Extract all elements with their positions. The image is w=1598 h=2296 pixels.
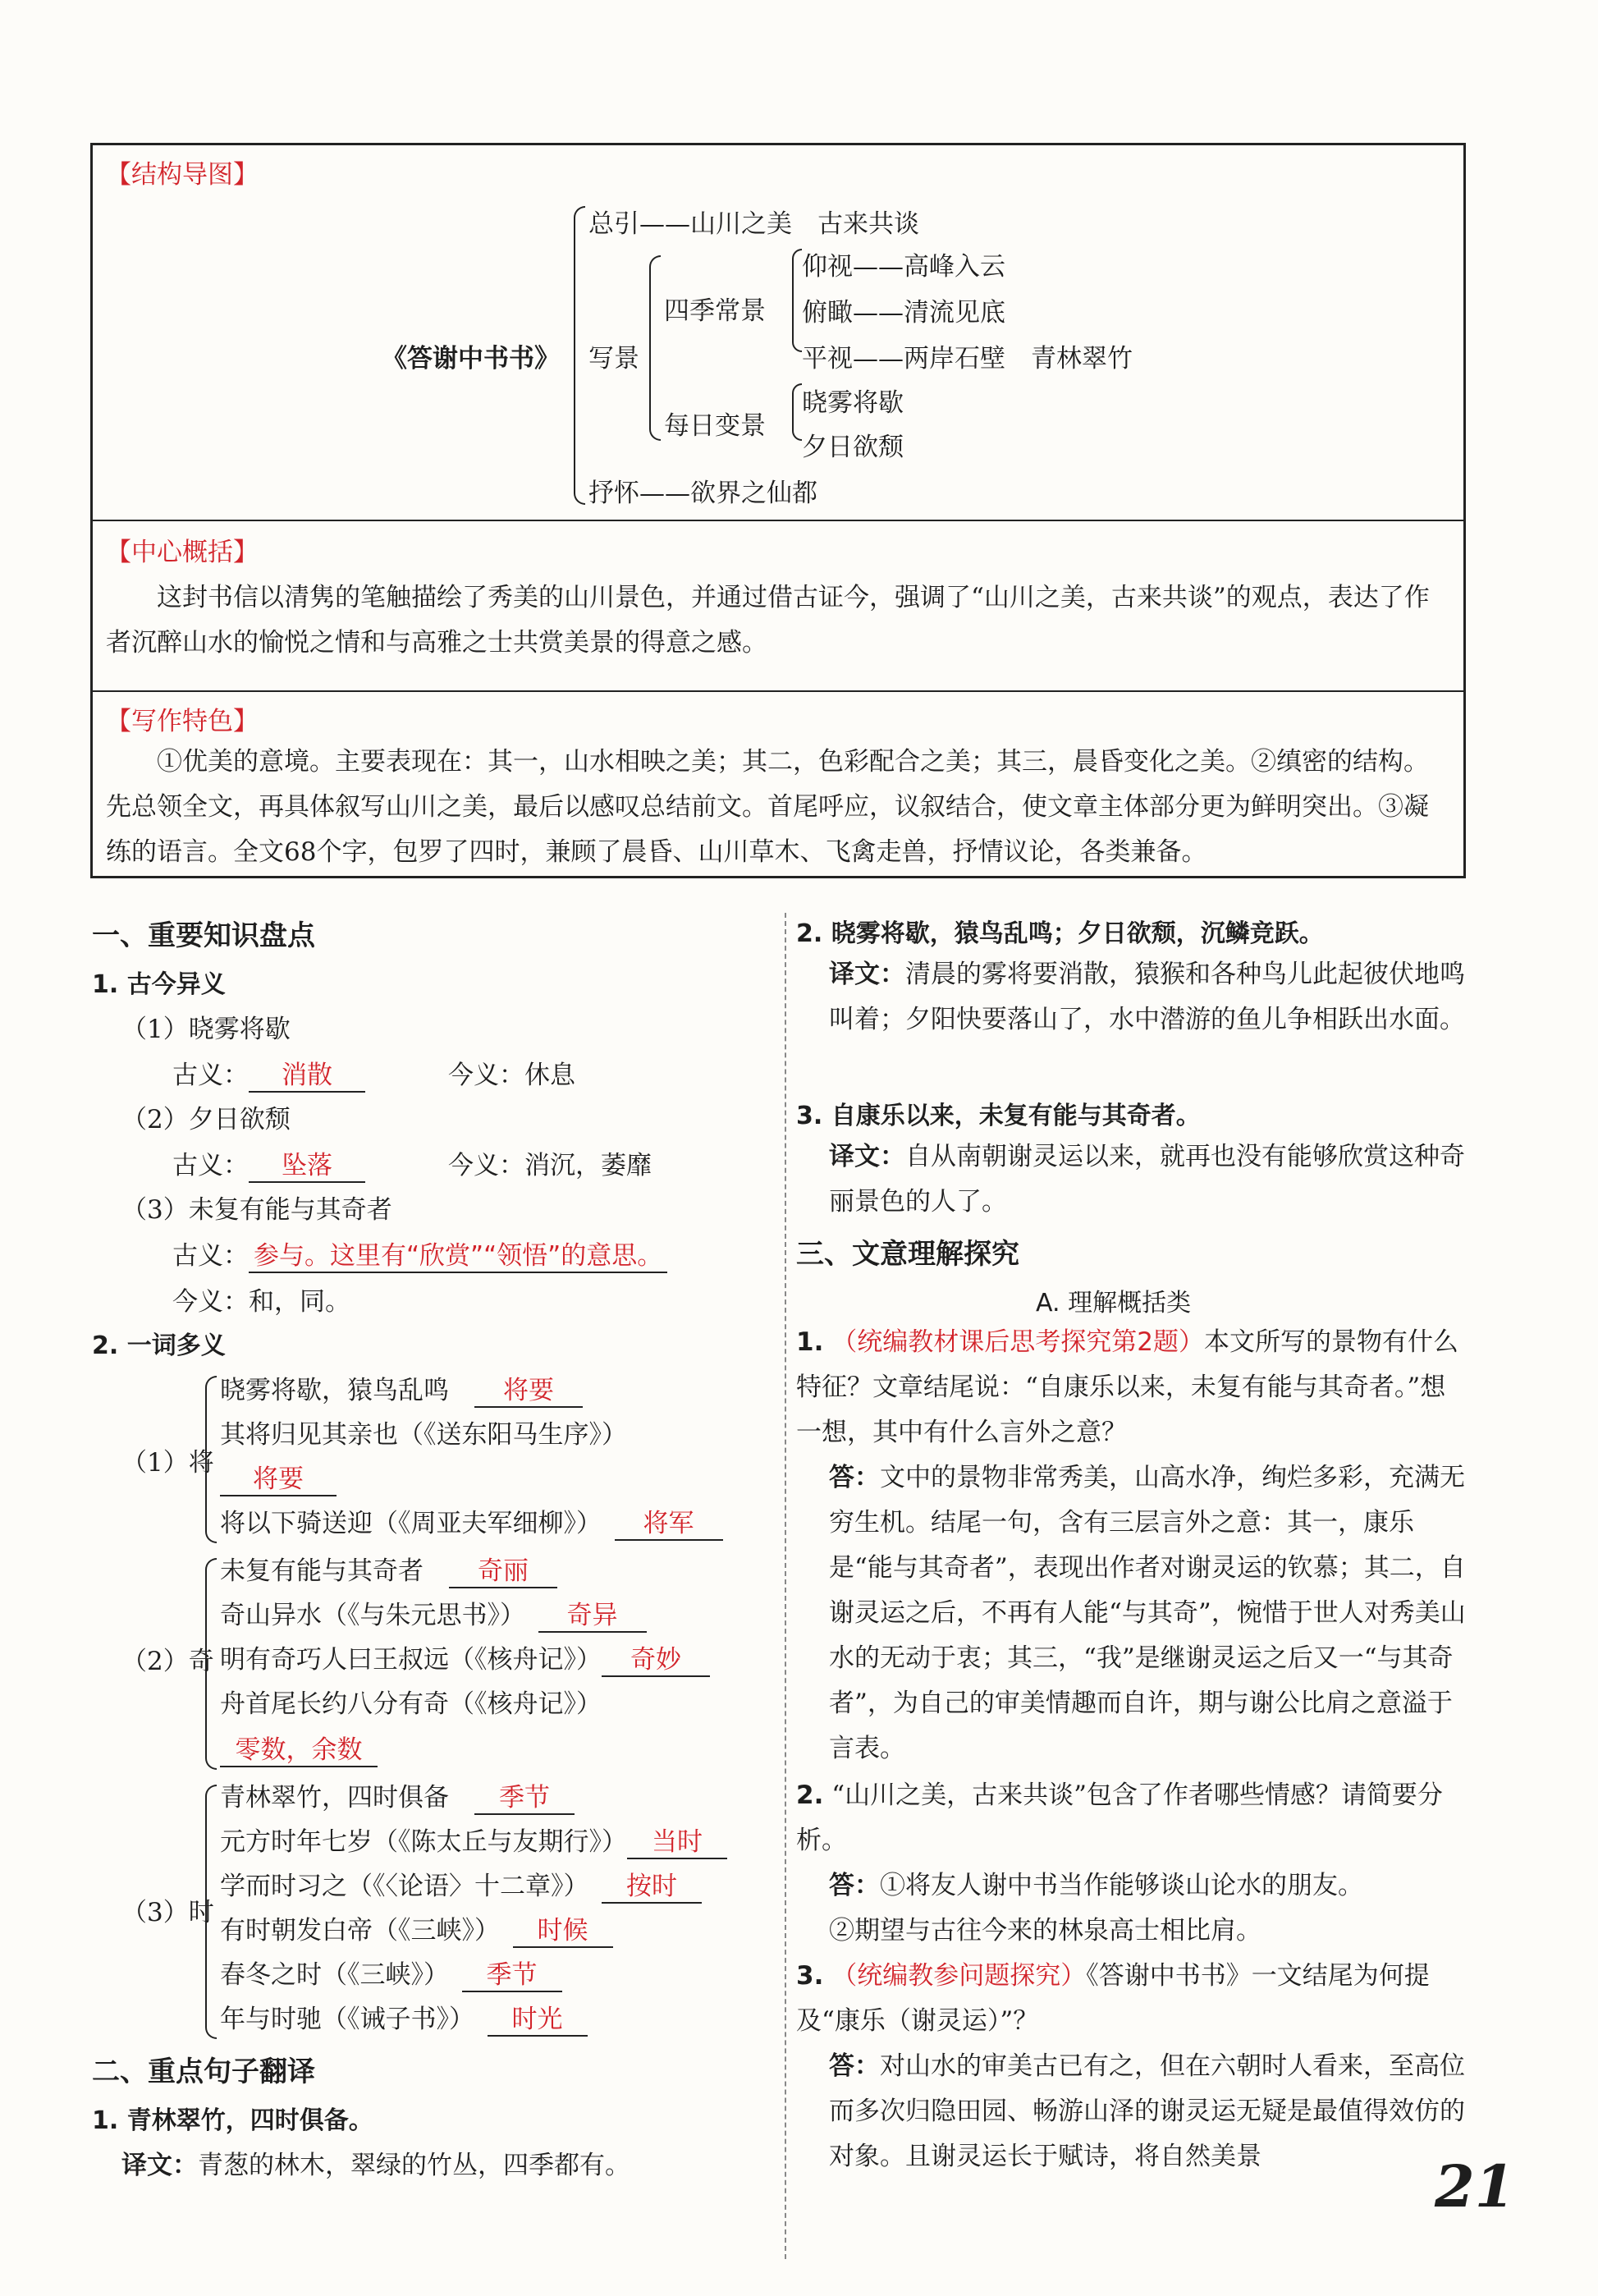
question-heading: 2. 一词多义: [92, 1331, 226, 1360]
column-divider: [785, 913, 786, 2259]
question-heading: 3. 自康乐以来，未复有能与其奇者。: [796, 1102, 1201, 1130]
brace-xiejing: [649, 255, 661, 441]
question-3: 3. （统编教参问题探究）《答谢中书书》一文结尾为何提及“康乐（谢灵运）”？: [796, 1961, 1430, 2036]
map-fukan: 俯瞰——清流见底: [802, 298, 1005, 328]
answer-3: 答：对山水的审美古已有之，但在六朝时人看来，至高位而多次归隐田园、畅游山泽的谢灵运无疑是最值得效仿的对象。且谢灵运长于赋诗，将自然美景: [829, 2051, 1465, 2171]
item-text: 明有奇巧人曰王叔远（《核舟记》） 奇妙: [220, 1638, 710, 1677]
divider-line: [93, 690, 1463, 692]
subsection-heading: A. 理解概括类: [1036, 1289, 1192, 1318]
item-text: （3）未复有能与其奇者: [121, 1195, 392, 1225]
map-xiaowu: 晓雾将歇: [802, 388, 904, 418]
word-label: （1）将: [121, 1448, 214, 1478]
item-text: 有时朝发白帝（《三峡》） 时候: [220, 1909, 613, 1948]
section-heading: 二、重点句子翻译: [92, 2055, 315, 2088]
map-pingshi: 平视——两岸石壁 青林翠竹: [802, 344, 1133, 374]
item-text: 古义： 参与。这里有“欣赏”“领悟”的意思。: [172, 1235, 667, 1273]
map-siji: 四季常景: [664, 296, 766, 326]
item-text: 今义：和，同。: [172, 1287, 350, 1317]
item-text: 今义：消沉，萎靡: [448, 1151, 652, 1180]
summary-box: [90, 143, 1466, 878]
item-text: 今义：休息: [448, 1061, 575, 1090]
item-text: 古义： 坠落: [172, 1144, 365, 1183]
question-2: 2. “山川之美，古来共谈”包含了作者哪些情感？请简要分析。: [796, 1780, 1443, 1855]
question-heading: 1. 古今异义: [92, 970, 226, 999]
item-text: 古义： 消散: [172, 1054, 365, 1093]
item-text: 学而时习之（《〈论语〉十二章》） 按时: [220, 1865, 702, 1904]
translation: 译文：自从南朝谢灵运以来，就再也没有能够欣赏这种奇丽景色的人了。: [829, 1142, 1465, 1217]
brace-shi: [205, 1785, 217, 2039]
item-text: 青林翠竹，四时俱备 季节: [220, 1776, 575, 1815]
brace-siji: [792, 249, 802, 352]
writing-tag: 【写作特色】: [106, 707, 259, 736]
map-yangshi: 仰视——高峰入云: [802, 252, 1005, 282]
question-heading: 2. 晓雾将歇，猿鸟乱鸣；夕日欲颓，沉鳞竞跃。: [796, 919, 1324, 948]
item-text: 零数，余数: [220, 1729, 378, 1767]
item-text: 其将归见其亲也（《送东阳马生序》）: [220, 1420, 627, 1450]
answer-2b: ②期望与古往今来的林泉高士相比肩。: [829, 1916, 1261, 1945]
item-text: 春冬之时（《三峡》） 季节: [220, 1954, 562, 1992]
brace-jiang: [205, 1376, 217, 1543]
map-zongyin: 总引——山川之美 古来共谈: [588, 209, 919, 239]
center-tag: 【中心概括】: [106, 538, 259, 567]
divider-line: [93, 520, 1463, 521]
section-heading: 一、重要知识盘点: [92, 919, 315, 952]
item-text: 将以下骑送迎（《周亚夫军细柳》） 将军: [220, 1502, 723, 1541]
translation: 译文：青葱的林木，翠绿的竹丛，四季都有。: [121, 2151, 630, 2180]
brace-qi: [205, 1558, 217, 1770]
structure-tag: 【结构导图】: [106, 160, 259, 190]
question-1: 1. （统编教材课后思考探究第2题）本文所写的景物有什么特征？文章结尾说：“自康乐以来，未复有能与其奇者。”想一想，其中有什么言外之意？: [796, 1327, 1458, 1447]
word-label: （2）奇: [121, 1647, 214, 1676]
question-heading: 1. 青林翠竹，四时俱备。: [92, 2106, 373, 2135]
map-shuhuai: 抒怀——欲界之仙都: [588, 479, 817, 508]
map-xiejing: 写景: [588, 344, 639, 374]
center-text: 这封书信以清隽的笔触描绘了秀美的山川景色，并通过借古证今，强调了“山川之美，古来共谈”的观点，表达了作者沉醉山水的愉悦之情和与高雅之士共赏美景的得意之感。: [106, 583, 1430, 658]
item-text: （1）晓雾将歇: [121, 1015, 291, 1044]
brace-meiri: [792, 383, 802, 441]
answer-2: 答：①将友人谢中书当作能够谈山论水的朋友。: [829, 1871, 1363, 1900]
page-number: 21: [1435, 2152, 1515, 2220]
item-text: 未复有能与其奇者 奇丽: [220, 1550, 557, 1588]
item-text: 晓雾将歇，猿鸟乱鸣 将要: [220, 1369, 583, 1408]
brace-main: [574, 206, 585, 505]
map-title: 《答谢中书书》: [382, 344, 560, 374]
item-text: 奇山异水（《与朱元思书》） 奇异: [220, 1594, 647, 1633]
section-heading: 三、文意理解探究: [796, 1238, 1019, 1271]
translation: 译文：清晨的雾将要消散，猿猴和各种鸟儿此起彼伏地鸣叫着；夕阳快要落山了，水中潜游的鱼儿争相跃出水面。: [829, 960, 1465, 1034]
word-label: （3）时: [121, 1898, 214, 1927]
answer-1: 答：文中的景物非常秀美，山高水净，绚烂多彩，充满无穷生机。结尾一句，含有三层言外之意：其一，康乐是“能与其奇者”，表现出作者对谢灵运的钦慕；其二，自谢灵运之后，不再有人能“与其奇”，惋惜于世人对秀美山水的无动于衷；其三，“我”是继谢灵运之后又一“与其奇者”，为自己的审美情趣而自许，期与谢公比肩之意溢于言表。: [829, 1463, 1466, 1763]
writing-text: ①优美的意境。主要表现在：其一，山水相映之美；其二，色彩配合之美；其三，晨昏变化之美。②缜密的结构。先总领全文，再具体叙写山川之美，最后以感叹总结前文。首尾呼应，议叙结合，使文章主体部分更为鲜明突出。③凝练的语言。全文68个字，包罗了四时，兼顾了晨昏、山川草木、飞禽走兽，抒情议论，各类兼备。: [106, 747, 1429, 867]
map-meiri: 每日变景: [664, 411, 766, 441]
item-text: （2）夕日欲颓: [121, 1105, 291, 1134]
item-text: 年与时驰（《诫子书》） 时光: [220, 1998, 588, 2037]
item-text: 舟首尾长约八分有奇（《核舟记》）: [220, 1689, 602, 1719]
map-xiri: 夕日欲颓: [802, 433, 904, 462]
item-text: 元方时年七岁（《陈太丘与友期行》） 当时: [220, 1821, 727, 1859]
item-text: 将要: [220, 1458, 337, 1496]
